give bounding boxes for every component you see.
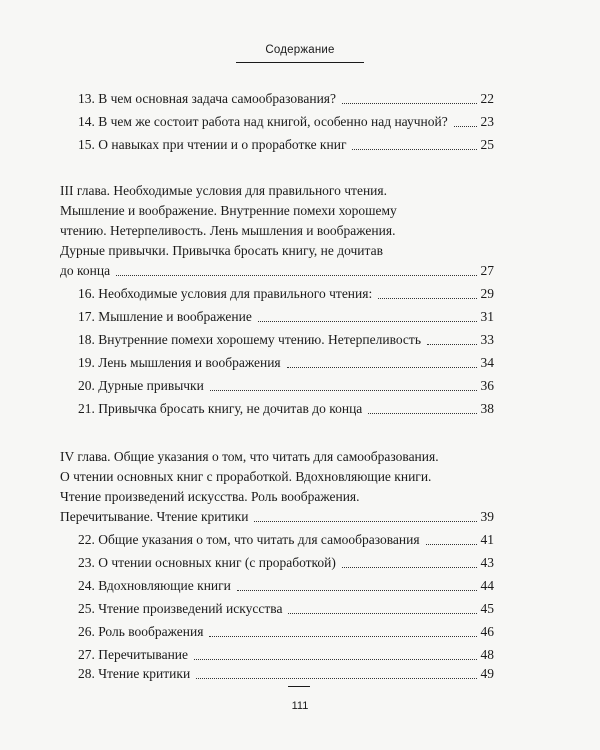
toc-entry[interactable] xyxy=(78,554,494,572)
toc-entry[interactable] xyxy=(78,623,494,641)
toc-entry-page: 34 xyxy=(480,355,494,370)
toc-entry-label: до конца xyxy=(60,263,111,278)
leader-dots xyxy=(342,102,476,104)
toc-entry-page: 31 xyxy=(480,309,494,324)
toc-entry-page: 33 xyxy=(480,332,494,347)
toc-entry-label: 18. Внутренние помехи хорошему чтению. Нетерпеливость xyxy=(78,332,421,347)
toc-entry-page: 48 xyxy=(480,647,494,662)
chapter-4-heading-line: О чтении основных книг с проработкой. Вдохновляющие книги. xyxy=(60,469,432,484)
chapter-3-entry[interactable] xyxy=(60,262,494,280)
toc-entry[interactable] xyxy=(78,400,494,418)
toc-entry-label: 19. Лень мышления и воображения xyxy=(78,355,281,370)
toc-entry-page: 49 xyxy=(480,666,494,681)
toc-entry[interactable] xyxy=(78,285,494,303)
toc-entry[interactable] xyxy=(78,600,494,618)
toc-entry-page: 27 xyxy=(480,263,494,278)
leader-dots xyxy=(209,635,476,637)
toc-entry-page: 44 xyxy=(480,578,494,593)
toc-entry-page: 25 xyxy=(480,137,494,152)
toc-entry[interactable] xyxy=(78,331,494,349)
leader-dots xyxy=(352,148,476,150)
toc-entry-page: 29 xyxy=(480,286,494,301)
running-head: Содержание xyxy=(265,44,335,56)
running-head-rule xyxy=(236,62,364,63)
toc-entry[interactable] xyxy=(78,665,494,683)
folio-rule xyxy=(288,686,310,687)
chapter-3-heading-line: III глава. Необходимые условия для правильного чтения. xyxy=(60,183,387,198)
toc-entry-label: Перечитывание. Чтение критики xyxy=(60,509,249,524)
toc-entry-label: 17. Мышление и воображение xyxy=(78,309,252,324)
leader-dots xyxy=(196,677,476,679)
chapter-3-heading-line: чтению. Нетерпеливость. Лень мышления и воображения. xyxy=(60,223,396,238)
toc-entry-label: 24. Вдохновляющие книги xyxy=(78,578,231,593)
toc-entry-page: 45 xyxy=(480,601,494,616)
toc-entry[interactable] xyxy=(78,531,494,549)
chapter-4-entry[interactable] xyxy=(60,508,494,526)
toc-entry[interactable] xyxy=(78,377,494,395)
chapter-3-heading-line: Дурные привычки. Привычка бросать книгу, не дочитав xyxy=(60,243,383,258)
leader-dots xyxy=(426,543,477,545)
toc-entry-page: 23 xyxy=(480,114,494,129)
leader-dots xyxy=(210,389,477,391)
leader-dots xyxy=(116,274,476,276)
toc-entry-label: 27. Перечитывание xyxy=(78,647,189,662)
toc-entry-label: 13. В чем основная задача самообразования? xyxy=(78,91,337,106)
toc-entry[interactable] xyxy=(78,354,494,372)
chapter-4-heading-line: Чтение произведений искусства. Роль воображения. xyxy=(60,489,360,504)
toc-entry-label: 20. Дурные привычки xyxy=(78,378,204,393)
toc-entry[interactable] xyxy=(78,90,494,108)
leader-dots xyxy=(194,658,476,660)
toc-entry[interactable] xyxy=(78,113,494,131)
leader-dots xyxy=(287,366,477,368)
toc-entry[interactable] xyxy=(78,136,494,154)
toc-entry[interactable] xyxy=(78,308,494,326)
toc-entry-page: 22 xyxy=(480,91,494,106)
toc-entry-label: 23. О чтении основных книг (с проработкой) xyxy=(78,555,336,570)
page-number: 111 xyxy=(291,700,309,712)
leader-dots xyxy=(342,566,477,568)
leader-dots xyxy=(258,320,477,322)
toc-entry-label: 22. Общие указания о том, что читать для самообразования xyxy=(78,532,420,547)
leader-dots xyxy=(454,125,477,127)
leader-dots xyxy=(368,412,476,414)
toc-entry-label: 21. Привычка бросать книгу, не дочитав до конца xyxy=(78,401,363,416)
toc-entry-page: 39 xyxy=(480,509,494,524)
toc-entry-label: 25. Чтение произведений искусства xyxy=(78,601,283,616)
chapter-3-heading-line: Мышление и воображение. Внутренние помехи хорошему xyxy=(60,203,397,218)
chapter-4-heading-line: IV глава. Общие указания о том, что читать для самообразования. xyxy=(60,449,439,464)
toc-entry[interactable] xyxy=(78,577,494,595)
leader-dots xyxy=(288,612,476,614)
toc-entry-page: 38 xyxy=(480,401,494,416)
toc-entry-label: 28. Чтение критики xyxy=(78,666,191,681)
toc-entry-label: 14. В чем же состоит работа над книгой, особенно над научной? xyxy=(78,114,448,129)
toc-entry-label: 16. Необходимые условия для правильного чтения: xyxy=(78,286,373,301)
toc-entry-page: 41 xyxy=(480,532,494,547)
toc-entry-label: 15. О навыках при чтении и о проработке книг xyxy=(78,137,347,152)
toc-entry-page: 43 xyxy=(480,555,494,570)
leader-dots xyxy=(427,343,477,345)
toc-entry-page: 46 xyxy=(480,624,494,639)
toc-entry-label: 26. Роль воображения xyxy=(78,624,204,639)
leader-dots xyxy=(378,297,476,299)
toc-entry-page: 36 xyxy=(480,378,494,393)
toc-entry[interactable] xyxy=(78,646,494,664)
leader-dots xyxy=(254,520,476,522)
leader-dots xyxy=(237,589,477,591)
